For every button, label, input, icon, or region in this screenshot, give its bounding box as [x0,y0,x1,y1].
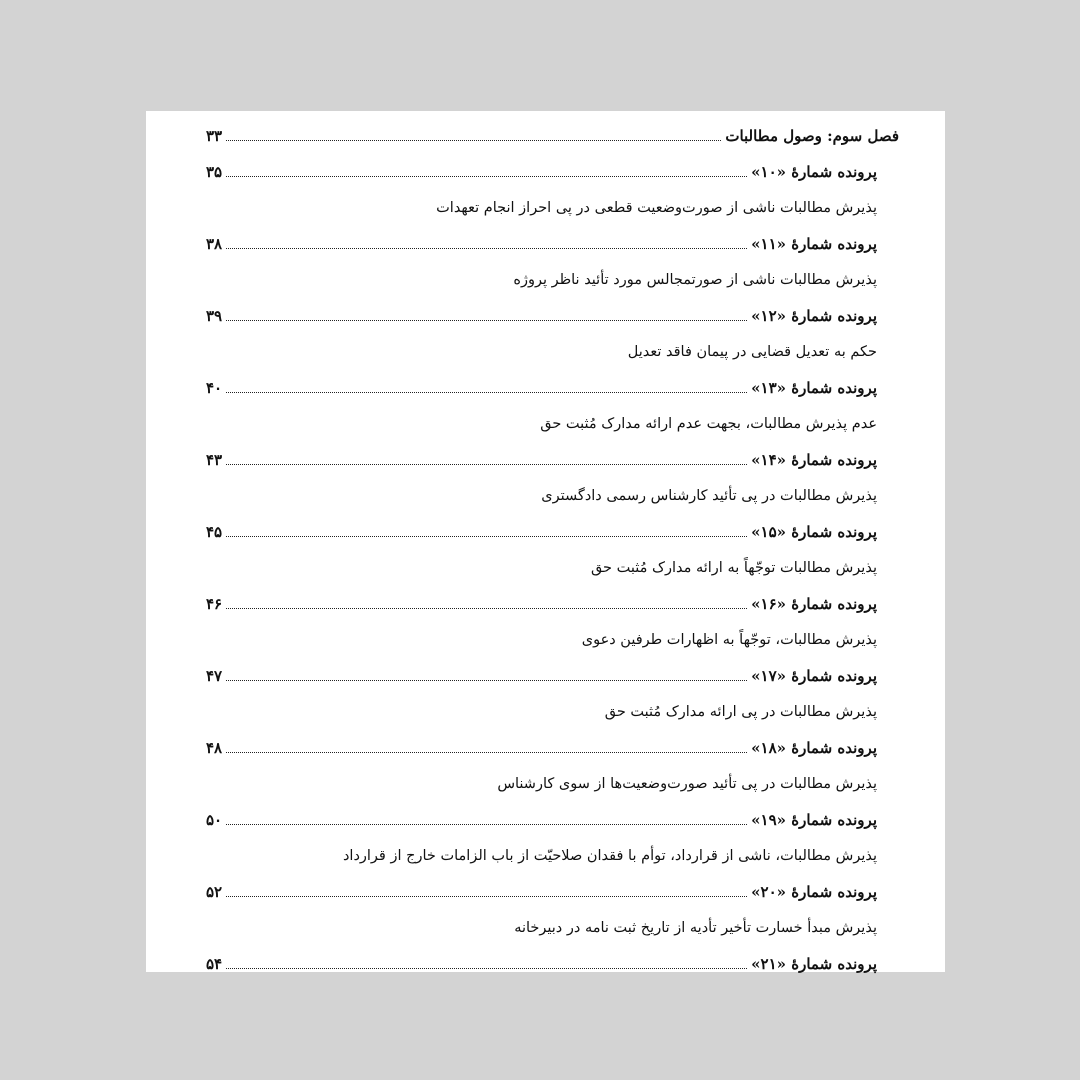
case-title: پرونده شمارهٔ «۱۰» [751,163,877,181]
dot-leader [226,752,747,753]
case-description-row [206,620,877,650]
dot-leader [226,680,747,681]
case-entry-row [206,584,877,614]
case-title: پرونده شمارهٔ «۱۹» [751,811,877,829]
dot-leader [226,824,747,825]
case-title: پرونده شمارهٔ «۱۳» [751,379,877,397]
page-number: ۵۲ [206,883,223,901]
case-description: پذیرش مبدأ خسارت تأخیر تأدیه از تاریخ ثبت نامه در دبیرخانه [514,920,877,936]
case-description: پذیرش مطالبات در پی تأئید کارشناس رسمی دادگستری [541,488,877,504]
page-number: ۵۴ [206,955,223,973]
case-entry-row [206,224,877,254]
dot-leader [226,536,747,537]
case-description-row [206,188,877,218]
dot-leader [226,176,747,177]
case-title: پرونده شمارهٔ «۱۱» [751,235,877,253]
case-entry-row [206,656,877,686]
case-description: پذیرش مطالبات ناشی از صورتمجالس مورد تأئید ناظر پروژه [513,272,877,288]
case-description: پذیرش مطالبات در پی تأئید صورت‌وضعیت‌ها از سوی کارشناس [497,776,877,792]
page-number: ۴۸ [206,739,223,757]
case-description-row [206,548,877,578]
case-entry-row [206,728,877,758]
case-description: پذیرش مطالبات در پی ارائه مدارک مُثبت حق [604,704,877,720]
page-number: ۴۰ [206,379,223,397]
case-entry-row [206,944,877,974]
case-description: حکم به تعدیل قضایی در پیمان فاقد تعدیل [627,344,877,360]
dot-leader [226,320,747,321]
case-entry-row [206,368,877,398]
dot-leader [226,248,747,249]
page-number: ۳۵ [206,163,223,181]
case-description-row [206,476,877,506]
document-page [146,111,945,972]
page-number: ۴۷ [206,667,223,685]
case-title: پرونده شمارهٔ «۱۲» [751,307,877,325]
case-description-row [206,764,877,794]
chapter-heading-row [206,116,899,146]
page-number: ۳۸ [206,235,223,253]
case-description: پذیرش مطالبات، ناشی از قرارداد، توأم با فقدان صلاحیّت از باب الزامات خارج از قرارداد [342,848,877,864]
case-description-row [206,692,877,722]
page-number: ۴۳ [206,451,223,469]
page-number: ۴۵ [206,523,223,541]
case-title: پرونده شمارهٔ «۲۱» [751,955,877,973]
case-entry-row [206,872,877,902]
dot-leader [226,896,747,897]
case-title: پرونده شمارهٔ «۱۷» [751,667,877,685]
case-description: عدم پذیرش مطالبات، بجهت عدم ارائه مدارک مُثبت حق [540,416,877,432]
page-number: ۵۰ [206,811,223,829]
chapter-title: فصل سوم: وصول مطالبات [725,127,899,145]
page-number: ۳۹ [206,307,223,325]
case-description-row [206,260,877,290]
case-entry-row [206,512,877,542]
dot-leader [226,464,747,465]
case-title: پرونده شمارهٔ «۱۵» [751,523,877,541]
case-title: پرونده شمارهٔ «۲۰» [751,883,877,901]
case-description-row [206,332,877,362]
case-entry-row [206,296,877,326]
case-entry-row [206,800,877,830]
case-title: پرونده شمارهٔ «۱۴» [751,451,877,469]
case-title: پرونده شمارهٔ «۱۸» [751,739,877,757]
case-description-row [206,836,877,866]
case-entry-row [206,152,877,182]
case-entry-row [206,440,877,470]
case-description-row [206,908,877,938]
case-description: پذیرش مطالبات ناشی از صورت‌وضعیت قطعی در پی احراز انجام تعهدات [436,200,877,216]
case-title: پرونده شمارهٔ «۱۶» [751,595,877,613]
case-description: پذیرش مطالبات توجّهاً به ارائه مدارک مُثبت حق [590,560,877,576]
case-description-row [206,404,877,434]
case-description: پذیرش مطالبات، توجّهاً به اظهارات طرفین دعوی [581,632,877,648]
chapter-page-number: ۳۳ [206,127,223,145]
dot-leader [226,608,747,609]
dot-leader [226,968,747,969]
page-number: ۴۶ [206,595,223,613]
dot-leader [226,140,721,141]
dot-leader [226,392,747,393]
